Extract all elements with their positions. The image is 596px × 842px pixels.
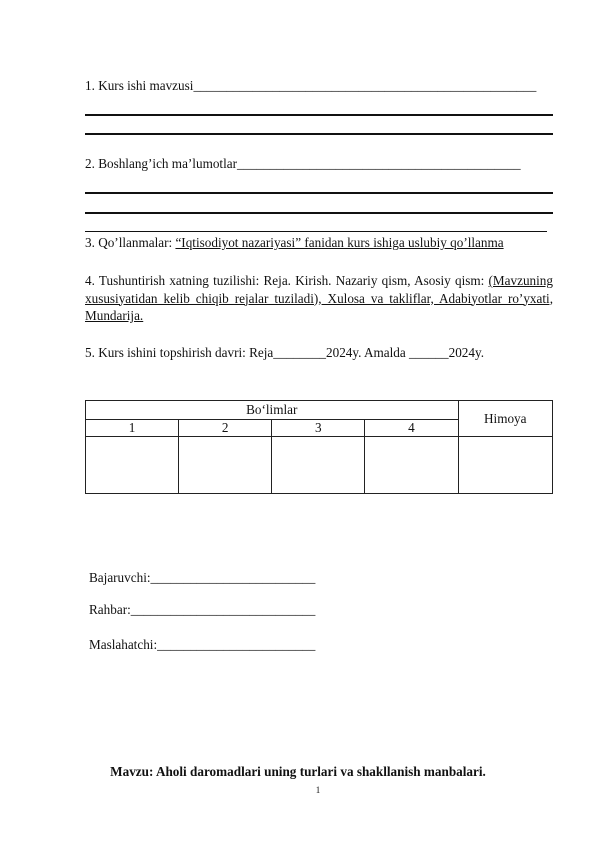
blank-line xyxy=(85,192,553,194)
sections-header: Bo‘limlar xyxy=(86,401,459,420)
supervisor-signature[interactable]: Rahbar:____________________________ xyxy=(89,602,316,617)
item-3-row xyxy=(85,235,504,251)
item-3-label: 3. Qo’llanmalar: xyxy=(85,235,176,250)
score-cell[interactable] xyxy=(86,437,179,494)
score-cell[interactable] xyxy=(179,437,272,494)
item-1-blank[interactable]: ____________________________________________________ xyxy=(193,78,537,93)
topic-title: Mavzu: Aholi daromadlari uning turlari va shakllanish manbalari. xyxy=(110,764,486,779)
column-header: 3 xyxy=(272,420,365,437)
consultant-signature[interactable]: Maslahatchi:________________________ xyxy=(89,637,316,652)
executor-signature[interactable]: Bajaruvchi:_________________________ xyxy=(89,570,316,585)
page-number: 1 xyxy=(315,785,321,795)
defense-header: Himoya xyxy=(458,401,553,437)
column-header: 1 xyxy=(86,420,179,437)
blank-line xyxy=(85,212,553,214)
blank-line xyxy=(85,231,547,232)
item-4-lead: 4. Tushuntirish xatning tuzilishi: Reja. Kirish. Nazariy qism, Asosiy qism: xyxy=(85,273,489,288)
item-4-paragraph xyxy=(85,272,553,325)
item-3-manual: “Iqtisodiyot nazariyasi” fanidan kurs ishiga uslubiy qo’llanma xyxy=(175,235,504,250)
item-1-row xyxy=(85,78,536,94)
score-cell[interactable] xyxy=(272,437,365,494)
item-2-row xyxy=(85,156,521,172)
score-cell[interactable] xyxy=(365,437,458,494)
item-1-label: 1. Kurs ishi mavzusi xyxy=(85,78,194,93)
blank-line xyxy=(85,133,553,135)
item-5-row xyxy=(85,345,484,361)
column-header: 4 xyxy=(365,420,458,437)
column-header: 2 xyxy=(179,420,272,437)
sections-table xyxy=(85,400,553,494)
item-2-label: 2. Boshlang’ich ma’lumotlar xyxy=(85,156,237,171)
item-2-blank[interactable]: ___________________________________________ xyxy=(237,156,521,171)
item-4-structure: (Mavzuning xususiyatidan kelib chiqib rejalar tuziladi), Xulosa va takliflar, Adabiyotlar ro’yxati, Mundarija. xyxy=(85,273,553,323)
blank-line xyxy=(85,114,553,116)
defense-cell[interactable] xyxy=(458,437,553,494)
item-5-text: 5. Kurs ishini topshirish davri: Reja________2024y. Amalda ______2024y. xyxy=(85,345,485,360)
